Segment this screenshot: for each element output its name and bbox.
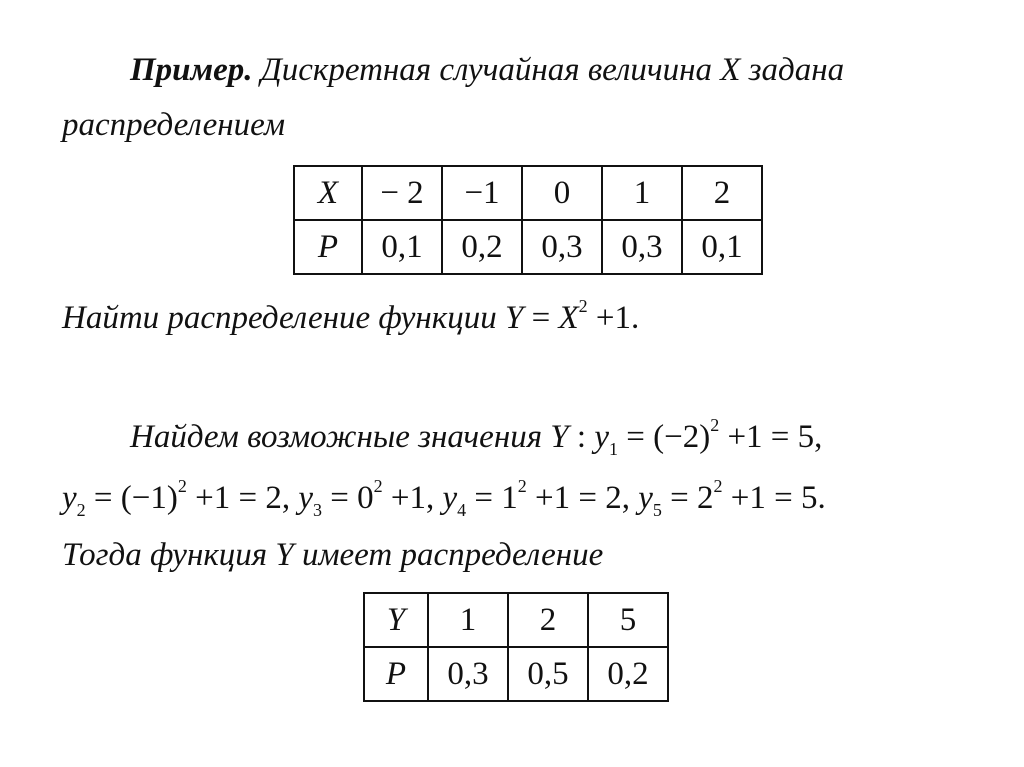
table-cell: P (294, 220, 362, 274)
table-cell: 0,1 (682, 220, 762, 274)
y4-exponent: 2 (517, 476, 527, 496)
solution-line-1 (130, 417, 822, 457)
y3-expression: = 0 (322, 480, 374, 516)
solution-y: Y (550, 419, 569, 455)
y1-tail: +1 = 5, (719, 419, 823, 455)
table-row (294, 220, 762, 274)
table-cell: 0 (522, 166, 602, 220)
table-row (364, 647, 668, 701)
table-cell: 1 (602, 166, 682, 220)
y5-expression: = 2 (661, 480, 714, 516)
table-cell: 5 (588, 593, 668, 647)
task-exponent: 2 (578, 296, 588, 316)
task-text: Найти распределение функции (62, 300, 505, 336)
table-cell: X (294, 166, 362, 220)
table-row (364, 593, 668, 647)
table-cell: 2 (508, 593, 588, 647)
y4-symbol: y (442, 480, 458, 516)
distribution-table-y (363, 592, 669, 702)
intro-text: Дискретная случайная величина (252, 52, 721, 88)
distribution-table-x (293, 165, 763, 275)
y2-exponent: 2 (177, 476, 187, 496)
y2-symbol: y (62, 480, 77, 516)
table-cell: 1 (428, 593, 508, 647)
y1-symbol: y (594, 419, 609, 455)
intro-line-2: распределением (62, 107, 286, 143)
y2-expression: = (−1) (85, 480, 178, 516)
conclusion-text: Тогда функция (62, 537, 276, 573)
y1-expression: = (−2) (617, 419, 711, 455)
task-x: X (558, 300, 579, 336)
intro-variable: X (720, 52, 741, 88)
table-cell: 2 (682, 166, 762, 220)
intro-line-1 (130, 50, 844, 90)
table-cell: 0,1 (362, 220, 442, 274)
table-row (294, 166, 762, 220)
table-cell: 0,2 (588, 647, 668, 701)
y3-symbol: y (298, 480, 313, 516)
solution-colon: : (568, 419, 595, 455)
table-cell: 0,3 (428, 647, 508, 701)
y1-exponent: 2 (710, 415, 720, 435)
table-cell: 0,5 (508, 647, 588, 701)
y3-index: 3 (313, 500, 322, 520)
y3-tail: +1, (382, 480, 443, 516)
table-cell: −1 (442, 166, 522, 220)
table-cell: 0,3 (522, 220, 602, 274)
y2-index: 2 (76, 500, 86, 520)
table-cell: Y (364, 593, 428, 647)
task-equals: = (523, 300, 559, 336)
y5-exponent: 2 (713, 476, 723, 496)
table-cell: P (364, 647, 428, 701)
y5-tail: +1 = 5. (722, 480, 826, 516)
solution-line-2 (62, 478, 826, 518)
conclusion-line (62, 535, 603, 575)
table-cell: − 2 (362, 166, 442, 220)
task-line (62, 298, 639, 338)
task-y: Y (504, 300, 524, 336)
y2-tail: +1 = 2, (186, 480, 299, 516)
table-cell: 0,2 (442, 220, 522, 274)
conclusion-tail: имеет распределение (293, 537, 604, 573)
solution-intro: Найдем возможные значения (130, 419, 551, 455)
task-tail: +1. (587, 300, 640, 336)
y4-index: 4 (457, 500, 467, 520)
table-cell: 0,3 (602, 220, 682, 274)
example-label: Пример. (130, 52, 253, 88)
y4-expression: = 1 (466, 480, 518, 516)
conclusion-y: Y (275, 537, 294, 573)
y1-index: 1 (608, 439, 618, 459)
y5-index: 5 (652, 500, 662, 520)
y4-tail: +1 = 2, (526, 480, 639, 516)
intro-tail: задана (740, 52, 845, 88)
y5-symbol: y (638, 480, 653, 516)
y3-exponent: 2 (373, 476, 383, 496)
